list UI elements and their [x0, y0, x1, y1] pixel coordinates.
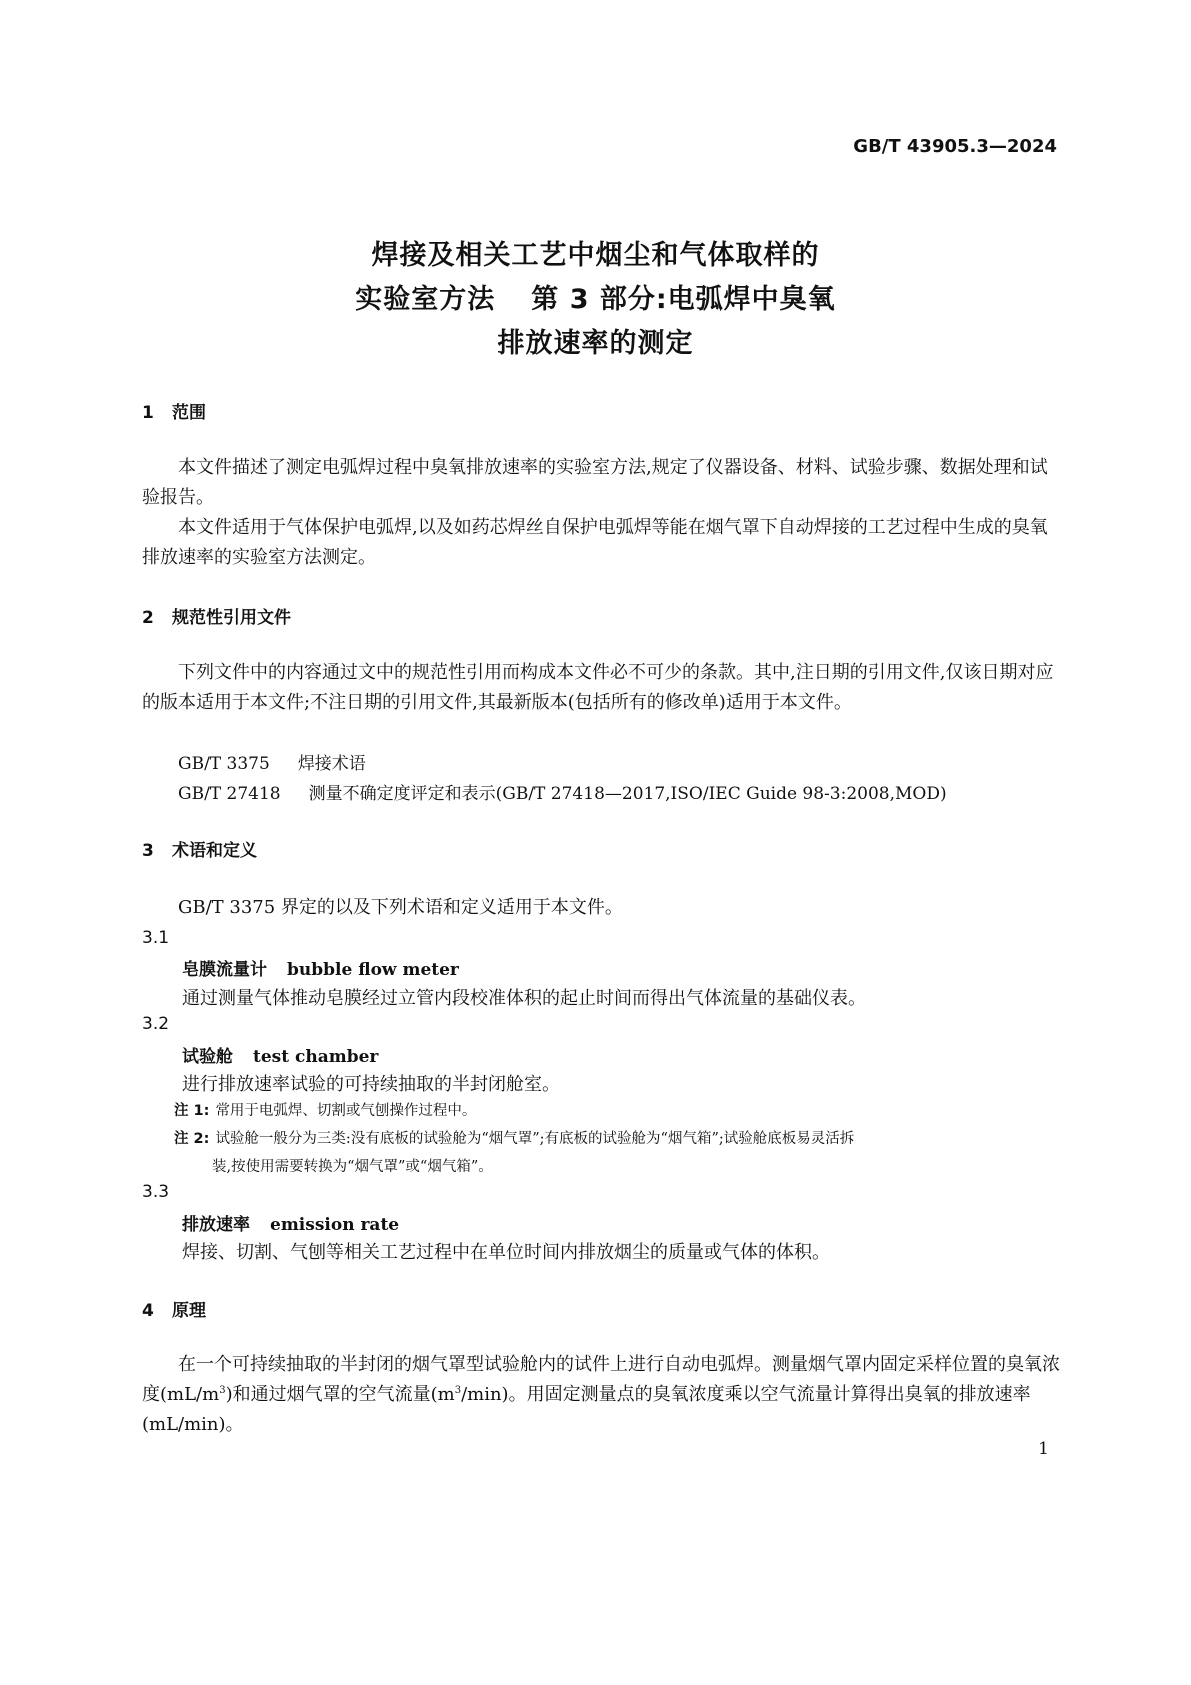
section-3-heading: [142, 836, 257, 861]
term-3-2-definition: 进行排放速率试验的可持续抽取的半封闭舱室。: [182, 1074, 560, 1095]
reference-2-title: 测量不确定度评定和表示(GB/T 27418—2017,ISO/IEC Guide 98-3:2008,MOD): [308, 784, 947, 804]
note-2: [174, 1125, 1060, 1181]
term-3-1-en: bubble flow meter: [287, 960, 459, 980]
section-3-number: 3: [142, 841, 154, 861]
section-1-body: [142, 453, 1060, 573]
section-4-heading: [142, 1296, 206, 1321]
document-title: [0, 234, 1191, 366]
section-1-paragraph-2: 本文件适用于气体保护电弧焊,以及如药芯焊丝自保护电弧焊等能在烟气罩下自动焊接的工艺过程中生成的臭氧排放速率的实验室方法测定。: [142, 517, 1048, 568]
note-1-text: 常用于电弧焊、切割或气刨操作过程中。: [215, 1103, 477, 1119]
term-3-2-number: 3.2: [142, 1014, 170, 1034]
term-3-3-title: [182, 1210, 399, 1235]
section-1-title: 范围: [172, 403, 206, 423]
term-3-2-title: [182, 1042, 378, 1067]
section-2-title: 规范性引用文件: [172, 608, 291, 628]
title-line-2: [0, 278, 1191, 322]
section-3-title: 术语和定义: [172, 841, 257, 861]
section-1-heading: [142, 398, 206, 423]
standard-code: GB/T 43905.3—2024: [853, 136, 1057, 157]
section-4-body: [142, 1350, 1060, 1440]
note-1-label: 注 1:: [174, 1103, 210, 1119]
note-2-text-line-1: 试验舱一般分为三类:没有底板的试验舱为“烟气罩”;有底板的试验舱为“烟气箱”;试验舱底板易灵活拆: [215, 1131, 855, 1147]
term-3-2-en: test chamber: [253, 1047, 379, 1067]
section-4-paragraph-1: 在一个可持续抽取的半封闭的烟气罩型试验舱内的试件上进行自动电弧焊。测量烟气罩内固定采样位置的臭氧浓度$(mL/m^3)$和通过烟气罩的空气流量$(m^3/\min)$。用固定测量点的臭氧浓度乘以空气流量计算得出臭氧的排放速率(mL/min)。: [142, 1354, 1060, 1435]
section-2-heading: [142, 603, 291, 628]
term-3-1-title: [182, 955, 459, 980]
term-3-2-zh: 试验舱: [182, 1047, 233, 1067]
term-3-3-definition: 焊接、切割、气刨等相关工艺过程中在单位时间内排放烟尘的质量或气体的体积。: [182, 1242, 830, 1263]
title-line-1: 焊接及相关工艺中烟尘和气体取样的: [371, 240, 820, 271]
term-3-3-zh: 排放速率: [182, 1215, 250, 1235]
title-line-2a: 实验室方法: [355, 284, 496, 315]
reference-1-code: GB/T 3375: [178, 754, 270, 774]
term-3-1-definition: 通过测量气体推动皂膜经过立管内段校准体积的起止时间而得出气体流量的基础仪表。: [182, 988, 866, 1009]
section-2-paragraph-1: 下列文件中的内容通过文中的规范性引用而构成本文件必不可少的条款。其中,注日期的引用文件,仅该日期对应的版本适用于本文件;不注日期的引用文件,其最新版本(包括所有的修改单)适用于本文件。: [142, 662, 1054, 713]
note-1: [174, 1097, 1060, 1125]
section-4-number: 4: [142, 1301, 154, 1321]
note-2-text-line-2: 装,按使用需要转换为“烟气罩”或“烟气箱”。: [212, 1159, 493, 1175]
section-2-number: 2: [142, 608, 154, 628]
page-number: 1: [1038, 1439, 1049, 1459]
normative-reference-2: [178, 779, 947, 804]
section-3-intro-text: GB/T 3375 界定的以及下列术语和定义适用于本文件。: [178, 897, 623, 918]
title-line-2b: 第 3 部分:电弧焊中臭氧: [531, 284, 836, 315]
section-4-title: 原理: [172, 1301, 206, 1321]
term-3-3-en: emission rate: [270, 1215, 400, 1235]
title-line-3: 排放速率的测定: [497, 328, 694, 359]
term-3-1-zh: 皂膜流量计: [182, 960, 267, 980]
section-3-intro: [142, 893, 1060, 923]
note-2-label: 注 2:: [174, 1131, 210, 1147]
term-3-1-number: 3.1: [142, 928, 170, 948]
reference-2-code: GB/T 27418: [178, 784, 281, 804]
reference-1-title: 焊接术语: [297, 754, 366, 774]
section-1-number: 1: [142, 403, 154, 423]
normative-reference-1: [178, 749, 366, 774]
section-1-paragraph-1: 本文件描述了测定电弧焊过程中臭氧排放速率的实验室方法,规定了仪器设备、材料、试验步骤、数据处理和试验报告。: [142, 457, 1048, 508]
section-2-body: [142, 658, 1060, 718]
term-3-3-number: 3.3: [142, 1182, 170, 1202]
